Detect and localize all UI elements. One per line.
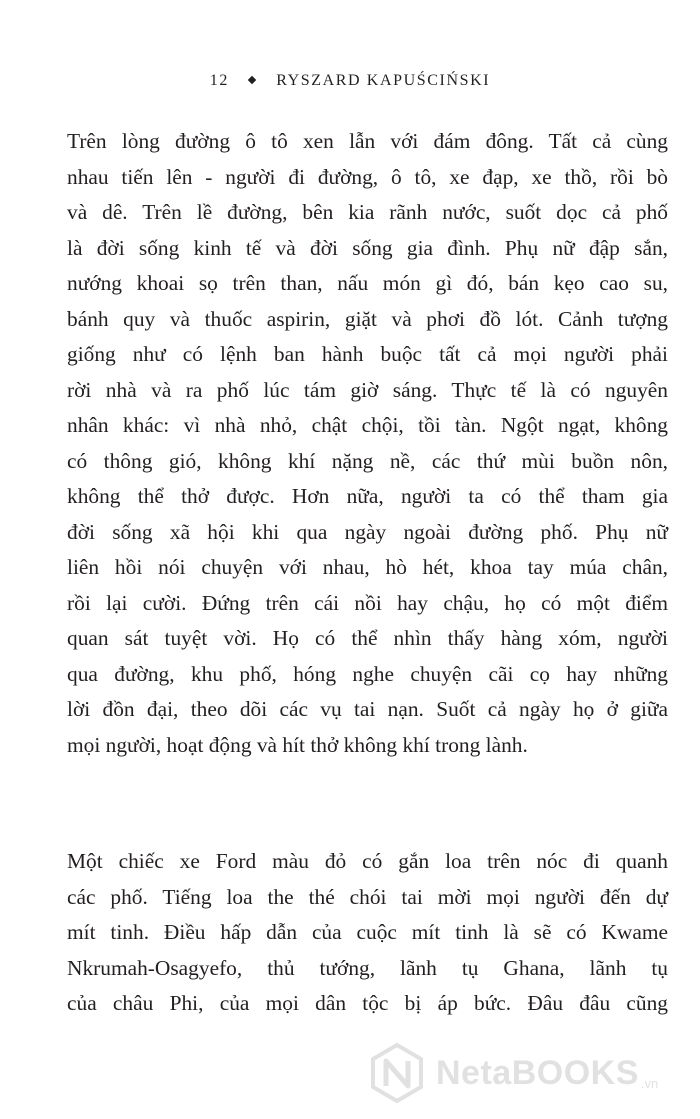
text-line: mít tinh. Điều hấp dẫn của cuộc mít tinh là sẽ có Kwame [67, 920, 668, 944]
text-line: các phố. Tiếng loa the thé chói tai mời mọi người đến dự [67, 884, 668, 909]
page-number: 12 [209, 72, 229, 89]
text-line: Một chiếc xe Ford màu đỏ có gắn loa trên nóc đi quanh [67, 849, 668, 873]
text-line: và dê. Trên lề đường, bên kia rãnh nước, suốt dọc cả phố [67, 200, 668, 224]
text-line: qua đường, khu phố, hóng nghe chuyện cãi cọ hay những [67, 661, 668, 686]
text-line: nhau tiến lên - người đi đường, ô tô, xe đạp, xe thồ, rồi bò [67, 164, 668, 189]
text-line: rồi lại cười. Đứng trên cái nồi hay chậu, họ có một điểm [67, 590, 668, 615]
text-line: giống như có lệnh ban hành buộc tất cả mọi người phải [67, 342, 668, 366]
text-line: là đời sống kinh tế và đời sống gia đình. Phụ nữ đập sắn, [67, 235, 668, 260]
watermark [366, 1033, 658, 1113]
watermark-suffix: .vn [640, 1076, 659, 1091]
paragraph-2 [67, 844, 668, 1022]
text-line: bánh quy và thuốc aspirin, giặt và phơi đồ lót. Cảnh tượng [67, 306, 668, 331]
author-name: RYSZARD KAPUŚCIŃSKI [276, 72, 491, 89]
text-line: quan sát tuyệt vời. Họ có thể nhìn thấy hàng xóm, người [67, 626, 668, 650]
text-line: Nkrumah-Osagyefo, thủ tướng, lãnh tụ Ghana, lãnh tụ [67, 955, 668, 980]
netabooks-logo-icon [366, 1042, 428, 1104]
diamond-separator-icon [247, 76, 255, 84]
text-line: của châu Phi, của mọi dân tộc bị áp bức. Đâu đâu cũng [67, 991, 668, 1015]
running-head [0, 72, 700, 90]
text-line: Trên lòng đường ô tô xen lẫn với đám đông. Tất cả cùng [67, 129, 668, 153]
text-line: liên hồi nói chuyện với nhau, hò hét, khoa tay múa chân, [67, 555, 668, 579]
text-line: mọi người, hoạt động và hít thở không khí trong lành. [67, 732, 528, 757]
text-line: rời nhà và ra phố lúc tám giờ sáng. Thực tế là có nguyên [67, 377, 668, 402]
watermark-brand: NetaBOOKS [436, 1053, 639, 1092]
text-line: đời sống xã hội khi qua ngày ngoài đường phố. Phụ nữ [67, 519, 668, 544]
text-line: lời đồn đại, theo dõi các vụ tai nạn. Suốt cả ngày họ ở giữa [67, 697, 668, 721]
text-line: nướng khoai sọ trên than, nấu món gì đó, bán kẹo cao su, [67, 271, 668, 295]
text-line: nhân khác: vì nhà nhỏ, chật chội, tồi tàn. Ngột ngạt, không [67, 413, 668, 437]
text-line: có thông gió, không khí nặng nề, các thứ mùi buồn nôn, [67, 448, 668, 473]
text-line: không thể thở được. Hơn nữa, người ta có thể tham gia [67, 484, 668, 508]
paragraph-1 [67, 124, 668, 763]
